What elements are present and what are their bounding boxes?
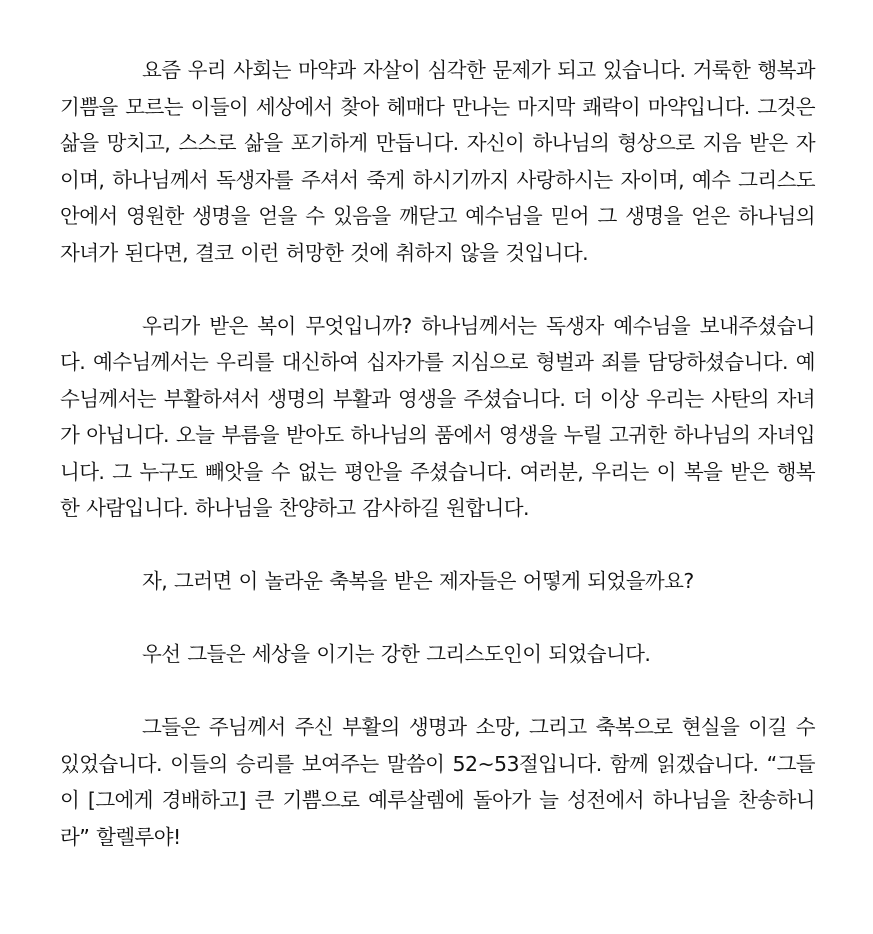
paragraph-2: 우리가 받은 복이 무엇입니까? 하나님께서는 독생자 예수님을 보내주셨습니다. 예수님께서는 우리를 대신하여 십자가를 지심으로 형벌과 죄를 담당하셨습니다. 예수님께서는 부활하셔서 생명의 부활과 영생을 주셨습니다. 더 이상 우리는 사탄의 자녀가 아닙니다. 오늘 부름을 받아도 하나님의 품에서 영생을 누릴 고귀한 하나님의 자녀입니다. 그 누구도 빼앗을 수 없는 평안을 주셨습니다. 여러분, 우리는 이 복을 받은 행복한 사람입니다. 하나님을 찬양하고 감사하길 원합니다. [60,313,815,520]
paragraph-gap [60,271,815,308]
document-body [60,52,815,855]
paragraph-5: 그들은 주님께서 주신 부활의 생명과 소망, 그리고 축복으로 현실을 이길 수 있었습니다. 이들의 승리를 보여주는 말씀이 52~53절입니다. 함께 읽겠습니다. “그들이 [그에게 경배하고] 큰 기쁨으로 예루살렘에 돌아가 늘 성전에서 하나님을 찬송하니라” 할렐루야! [60,715,815,849]
paragraph-3: 자, 그러면 이 놀라운 축복을 받은 제자들은 어떻게 되었을까요? [142,569,694,593]
paragraph-4: 우선 그들은 세상을 이기는 강한 그리스도인이 되었습니다. [142,642,651,666]
paragraph-gap [60,673,815,710]
paragraph-gap [60,600,815,637]
paragraph-gap [60,527,815,564]
paragraph-1: 요즘 우리 사회는 마약과 자살이 심각한 문제가 되고 있습니다. 거룩한 행복과 기쁨을 모르는 이들이 세상에서 찾아 헤매다 만나는 마지막 쾌락이 마약입니다. 그것은 삶을 망치고, 스스로 삶을 포기하게 만듭니다. 자신이 하나님의 형상으로 지음 받은 자이며, 하나님께서 독생자를 주셔서 죽게 하시기까지 사랑하시는 자이며, 예수 그리스도 안에서 영원한 생명을 얻을 수 있음을 깨닫고 예수님을 믿어 그 생명을 얻은 하나님의 자녀가 된다면, 결코 이런 허망한 것에 취하지 않을 것입니다. [60,58,815,265]
